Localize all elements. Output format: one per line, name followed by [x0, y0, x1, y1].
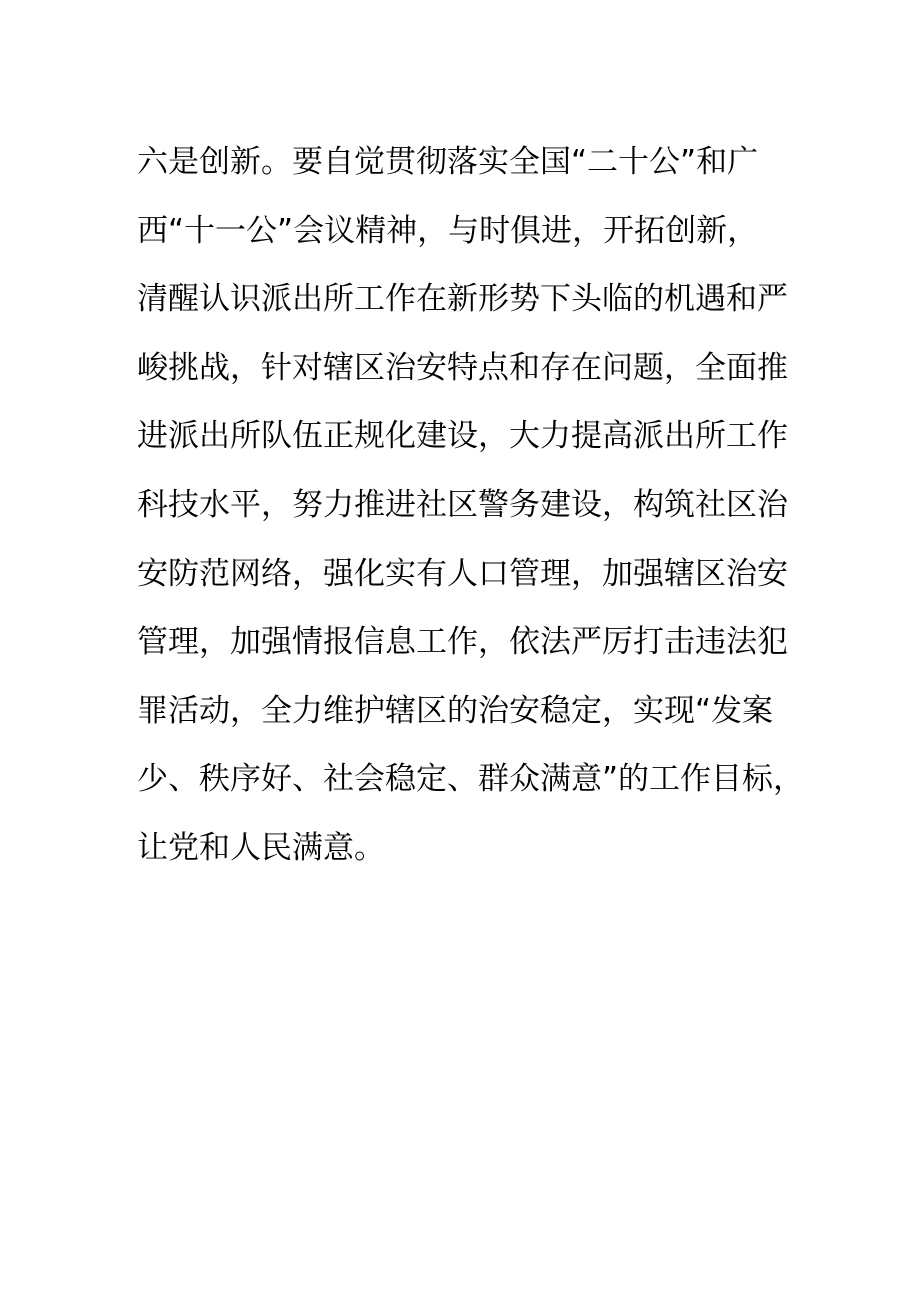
paragraph-line-9: 罪活动，全力维护辖区的治安稳定，实现“发案 — [137, 692, 774, 729]
paragraph-line-4: 峻挑战，针对辖区治安特点和存在问题，全面推 — [137, 349, 788, 386]
paragraph-line-10: 少、秩序好、社会稳定、群众满意”的工作目标， — [137, 761, 805, 798]
paragraph-line-6: 科技水平，努力推进社区警务建设，构筑社区治 — [137, 486, 788, 523]
paragraph-line-3: 清醒认识派出所工作在新形势下头临的机遇和严 — [137, 281, 788, 318]
paragraph-line-2: 西“十一公”会议精神，与时俱进，开拓创新， — [137, 212, 759, 249]
paragraph-line-1: 六是创新。要自觉贯彻落实全国“二十公”和广 — [137, 144, 759, 180]
paragraph-line-11: 让党和人民满意。 — [137, 829, 385, 866]
paragraph-line-8: 管理，加强情报信息工作，依法严厉打击违法犯 — [137, 624, 788, 661]
body-paragraph — [137, 128, 817, 883]
paragraph-line-5: 进派出所队伍正规化建设，大力提高派出所工作 — [137, 418, 788, 455]
paragraph-line-7: 安防范网络，强化实有人口管理，加强辖区治安 — [137, 555, 788, 592]
